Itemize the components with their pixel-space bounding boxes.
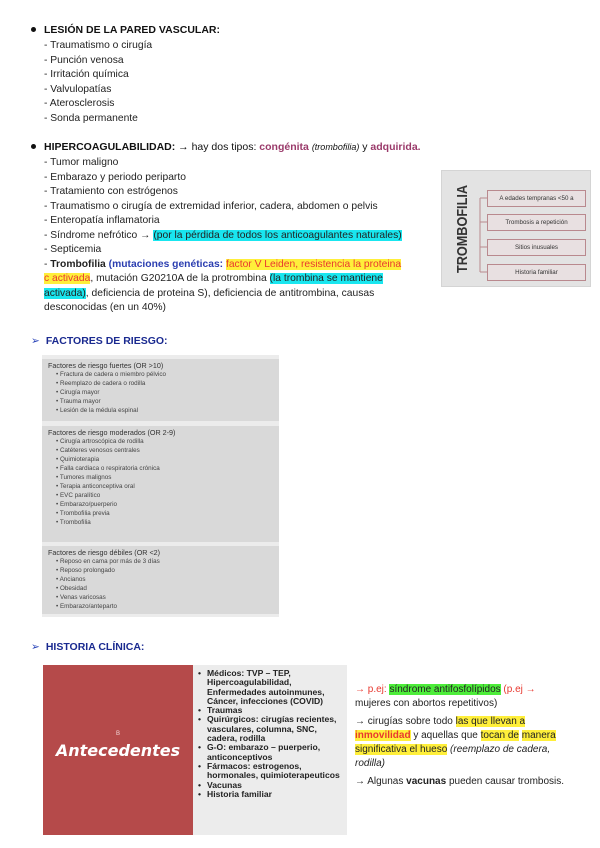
risk-item: • Cirugía mayor [56, 388, 279, 397]
list-item: c activada, mutación G20210A de la protrombina (la trombina se mantiene [44, 273, 383, 284]
risk-group-title: Factores de riesgo moderados (OR 2-9) [48, 428, 176, 437]
list-item: - Irritación química [44, 69, 129, 80]
risk-item: • EVC paralítico [56, 491, 279, 500]
list-item: • Fármacos: estrogenos, hormonales, quimioterapeuticos [207, 762, 347, 781]
list-item: - Punción venosa [44, 54, 124, 66]
lesion-list [44, 39, 152, 126]
risk-factors-table [42, 355, 279, 617]
list-item: - Aterosclerosis [44, 98, 115, 109]
list-item: - Síndrome nefrótico → (por la pérdida de todos los anticoagulantes naturales) [44, 229, 402, 241]
risk-item: • Tumores malignos [56, 473, 279, 482]
list-item: • Médicos: TVP – TEP, Hipercoagulabilidad, Enfermedades autoinmunes, Cáncer, infecciones (COVID) [207, 669, 347, 706]
list-item: - Tratamiento con estrógenos [44, 186, 178, 197]
list-item: - Traumatismo o cirugía de extremidad inferior, cadera, abdomen o pelvis [44, 200, 378, 212]
list-item: • G-O: embarazo – puerperio, anticonceptivos [207, 743, 347, 762]
risk-item: • Embarazo/puerperio [56, 500, 279, 509]
card-marker: B [115, 731, 120, 737]
risk-item: • Embarazo/anteparto [56, 602, 279, 611]
risk-group-items [42, 370, 279, 415]
factores-heading: ➢ FACTORES DE RIESGO: [31, 335, 168, 347]
list-item: - Embarazo y periodo periparto [44, 171, 186, 183]
risk-item: • Terapia anticonceptiva oral [56, 482, 279, 491]
risk-item: • Reposo prolongado [56, 566, 279, 575]
note-medicos: → p.ej: síndrome antifosfolípidos (p.ej → mujeres con abortos repetitivos) [355, 684, 536, 709]
list-item: - Traumatismo o cirugía [44, 40, 153, 51]
trombofilia-title [450, 183, 472, 275]
bullet-icon [31, 27, 36, 32]
risk-item: • Catéteres venosos centrales [56, 446, 279, 455]
risk-item: • Trombofilia previa [56, 509, 279, 518]
trombofilia-item: Sitios inusuales [487, 239, 586, 256]
risk-group-title: Factores de riesgo débiles (OR <2) [48, 548, 161, 557]
risk-group-items [42, 557, 279, 611]
risk-item: • Venas varicosas [56, 593, 279, 602]
risk-group-strong [42, 359, 279, 421]
list-item: • Historia familiar [207, 790, 347, 799]
risk-group-items [42, 437, 279, 527]
historia-notes [355, 683, 573, 793]
historia-heading: ➢ HISTORIA CLÍNICA: [31, 641, 145, 653]
trombofilia-item: Historia familiar [487, 264, 586, 281]
trombofilia-item: A edades tempranas <50 a [487, 190, 586, 207]
trombofilia-diagram [441, 170, 591, 287]
list-item: desconocidas (en un 40%) [44, 302, 166, 313]
risk-item: • Trauma mayor [56, 397, 279, 406]
arrow-icon: ➢ [31, 641, 40, 653]
list-item: activada), deficiencia de proteina S), deficiencia de antitrombina, causas [44, 287, 375, 299]
list-item: - Sonda permanente [44, 112, 138, 124]
risk-item: • Fractura de cadera o miembro pélvico [56, 370, 279, 379]
antecedentes-list [193, 665, 347, 835]
risk-item: • Cirugía artroscópica de rodilla [56, 437, 279, 446]
risk-item: • Quimioterapia [56, 455, 279, 464]
hiper-heading: HIPERCOAGULABILIDAD: → hay dos tipos: congénita (trombofilia) y adquirida. [31, 141, 421, 153]
bullet-icon [31, 144, 36, 149]
list-item: - Tumor maligno [44, 157, 119, 168]
list-item: - Trombofilia (mutaciones genéticas: factor V Leiden, resistencia la proteina [44, 258, 402, 270]
risk-item: • Falla cardiaca o respiratoria crónica [56, 464, 279, 473]
note-vacunas: → Algunas vacunas pueden causar trombosis. [355, 776, 565, 787]
trombofilia-item: Trombosis a repetición [487, 214, 586, 231]
list-item: - Septicemia [44, 244, 102, 255]
hiper-list [44, 156, 402, 316]
risk-group-moderate [42, 426, 279, 542]
note-quirurgicos: → cirugías sobre todo las que llevan a inmovilidad y aquellas que tocan de manera significativa el hueso (reemplazo de cadera, rodilla) [355, 716, 556, 769]
antecedentes-title: Antecedentes [55, 741, 181, 760]
list-item: • Quirúrgicos: cirugías recientes, vasculares, columna, SNC, cadera, rodilla [207, 715, 347, 743]
risk-item: • Ancianos [56, 575, 279, 584]
lesion-heading: LESIÓN DE LA PARED VASCULAR: [31, 24, 220, 36]
risk-group-weak [42, 546, 279, 614]
antecedentes-card [43, 665, 193, 835]
risk-item: • Obesidad [56, 584, 279, 593]
risk-group-title: Factores de riesgo fuertes (OR >10) [48, 361, 164, 370]
trombofilia-title-graphic [450, 183, 472, 275]
list-item: • Traumas [207, 706, 347, 715]
arrow-icon: ➢ [31, 335, 40, 347]
list-item: • Vacunas [207, 781, 347, 790]
risk-item: • Trombofilia [56, 518, 279, 527]
risk-item: • Reemplazo de cadera o rodilla [56, 379, 279, 388]
svg-text:TROMBOFILIA: TROMBOFILIA [454, 183, 471, 273]
risk-item: • Reposo en cama por más de 3 días [56, 557, 279, 566]
list-item: - Valvulopatías [44, 83, 112, 95]
risk-item: • Lesión de la médula espinal [56, 406, 279, 415]
list-item: - Enteropatía inflamatoria [44, 215, 160, 226]
